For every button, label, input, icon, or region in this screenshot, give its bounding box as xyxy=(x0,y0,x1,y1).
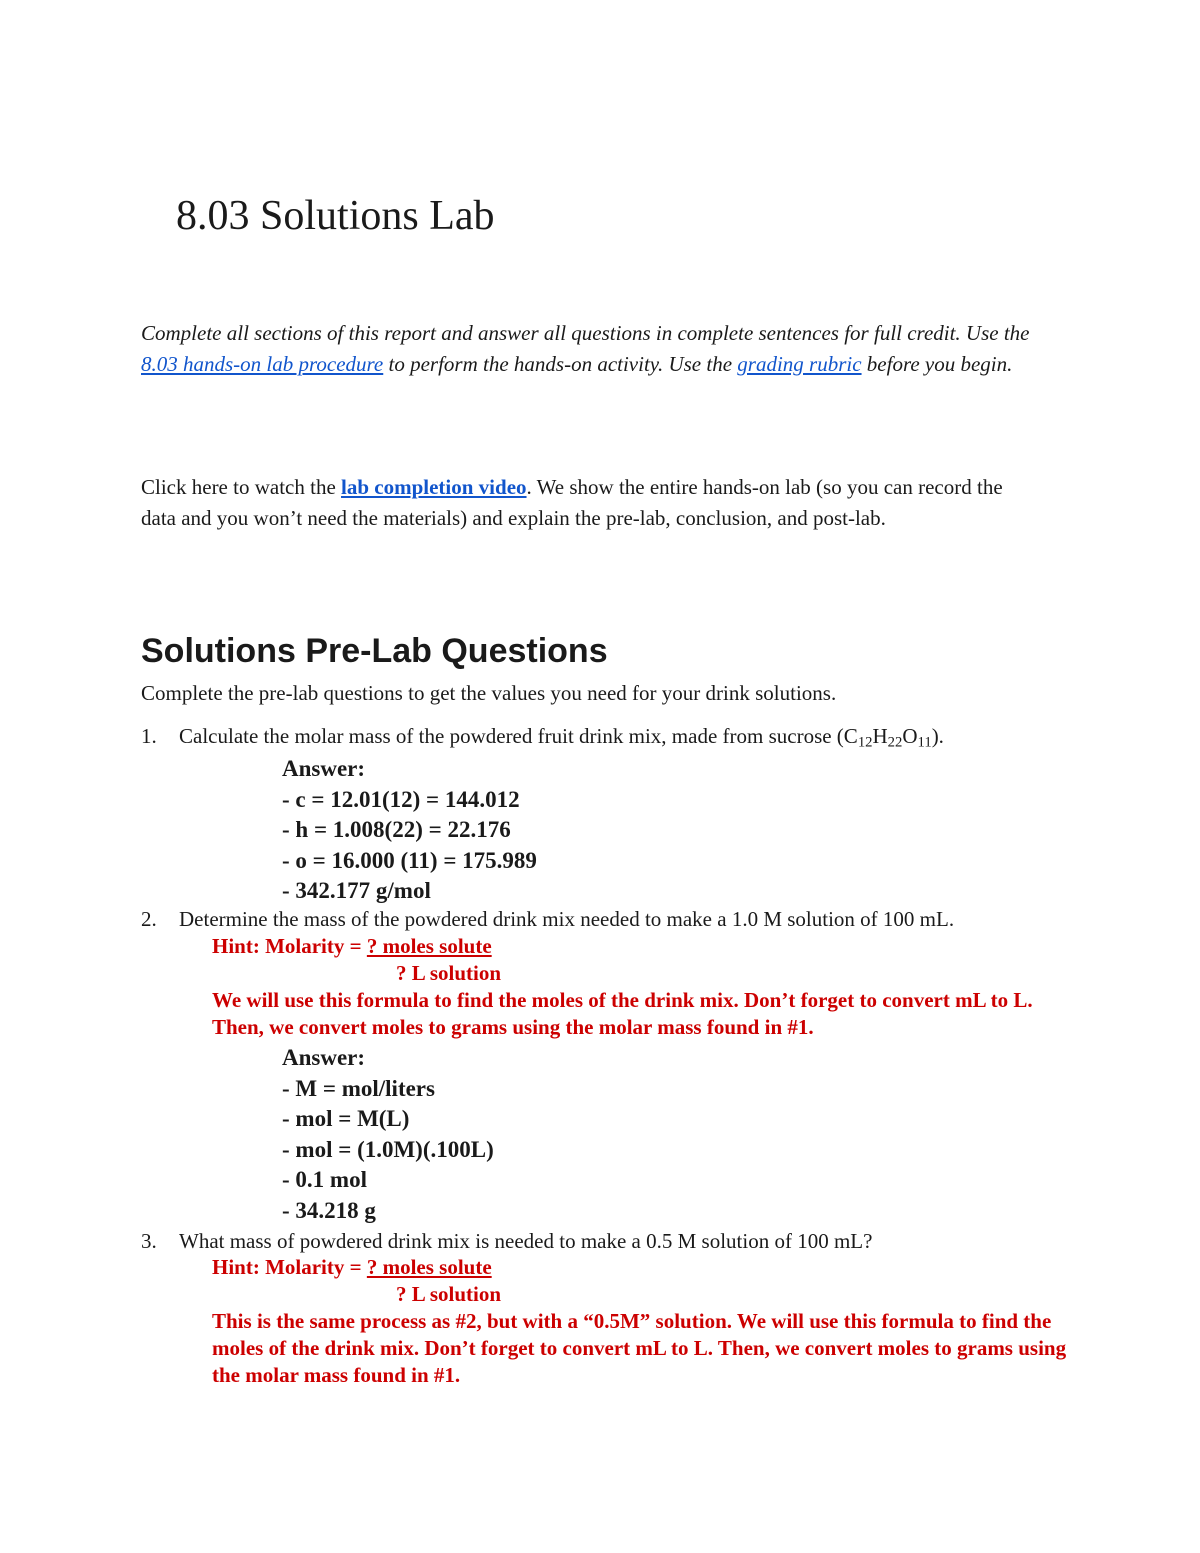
hint-formula xyxy=(212,1254,1072,1281)
answer-line: Answer: xyxy=(282,756,366,781)
answer-line: - o = 16.000 (11) = 175.989 xyxy=(282,847,537,873)
hint-body: This is the same process as #2, but with a “0.5M” solution. We will use this formula to find the moles of the drink mix. Don’t forget to convert mL to L. Then, we convert moles to grams using the molar mass found in #1. xyxy=(212,1309,1067,1387)
question-2 xyxy=(141,904,1101,934)
hint-numerator: ? moles solute xyxy=(366,1255,492,1279)
subscript: 22 xyxy=(887,734,903,751)
hint-label: Hint: Molarity = xyxy=(212,1255,367,1279)
question-text: Calculate the molar mass of the powdered fruit drink mix, made from sucrose (C xyxy=(179,724,858,748)
answer-line: - 0.1 mol xyxy=(282,1167,367,1192)
grading-rubric-link[interactable]: grading rubric xyxy=(737,352,862,376)
question-3 xyxy=(141,1226,1101,1256)
intro-text-3: before you begin. xyxy=(861,352,1013,376)
intro-paragraph xyxy=(141,318,1041,380)
answer-line: - c = 12.01(12) = 144.012 xyxy=(282,786,520,812)
hint-formula xyxy=(212,933,1072,960)
answer-block-1 xyxy=(282,754,537,907)
hint-body: We will use this formula to find the moles of the drink mix. Don’t forget to convert mL to L. Then, we convert moles to grams using the molar mass found in #1. xyxy=(212,988,1033,1039)
hint-denominator: ? L solution xyxy=(396,961,502,985)
question-number: 1. xyxy=(141,724,157,748)
question-text: What mass of powdered drink mix is needed to make a 0.5 M solution of 100 mL? xyxy=(179,1229,873,1253)
page-title: 8.03 Solutions Lab xyxy=(176,193,495,239)
hint-label: Hint: Molarity = xyxy=(212,934,367,958)
hint-block-2 xyxy=(212,933,1072,1041)
question-1 xyxy=(141,721,1101,758)
formula-part: ). xyxy=(931,724,944,748)
answer-line: - mol = M(L) xyxy=(282,1106,410,1131)
lab-completion-video-link[interactable]: lab completion video xyxy=(341,475,527,499)
answer-line: - mol = (1.0M)(.100L) xyxy=(282,1136,494,1162)
section-lead: Complete the pre-lab questions to get the values you need for your drink solutions. xyxy=(141,681,837,705)
hint-denominator: ? L solution xyxy=(396,1282,502,1306)
lab-procedure-link[interactable]: 8.03 hands-on lab procedure xyxy=(141,352,384,376)
question-number: 3. xyxy=(141,1229,157,1253)
video-paragraph xyxy=(141,472,1041,534)
subscript: 12 xyxy=(857,734,873,751)
answer-line: - 342.177 g/mol xyxy=(282,878,431,903)
question-text: Determine the mass of the powdered drink mix needed to make a 1.0 M solution of 100 mL. xyxy=(179,907,955,931)
intro-text-1: Complete all sections of this report and answer all questions in complete sentences for full credit. Use the xyxy=(141,321,1030,345)
subscript: 11 xyxy=(917,734,932,751)
formula-part: O xyxy=(902,724,918,748)
answer-line: - M = mol/liters xyxy=(282,1075,435,1101)
formula-part: H xyxy=(872,724,888,748)
answer-line: Answer: xyxy=(282,1045,366,1070)
answer-block-2 xyxy=(282,1043,494,1226)
section-heading: Solutions Pre-Lab Questions xyxy=(141,632,608,670)
answer-line: - 34.218 g xyxy=(282,1197,376,1223)
question-number: 2. xyxy=(141,907,157,931)
answer-line: - h = 1.008(22) = 22.176 xyxy=(282,817,511,842)
video-text-1: Click here to watch the xyxy=(141,475,342,499)
hint-block-3 xyxy=(212,1254,1072,1389)
video-text-2: . We show the entire hands-on lab (so you can record the data and you won’t need the materials) and explain the pre-lab, conclusion, and post-lab. xyxy=(141,475,1003,530)
hint-numerator: ? moles solute xyxy=(366,934,492,958)
intro-text-2: to perform the hands-on activity. Use the xyxy=(383,352,738,376)
